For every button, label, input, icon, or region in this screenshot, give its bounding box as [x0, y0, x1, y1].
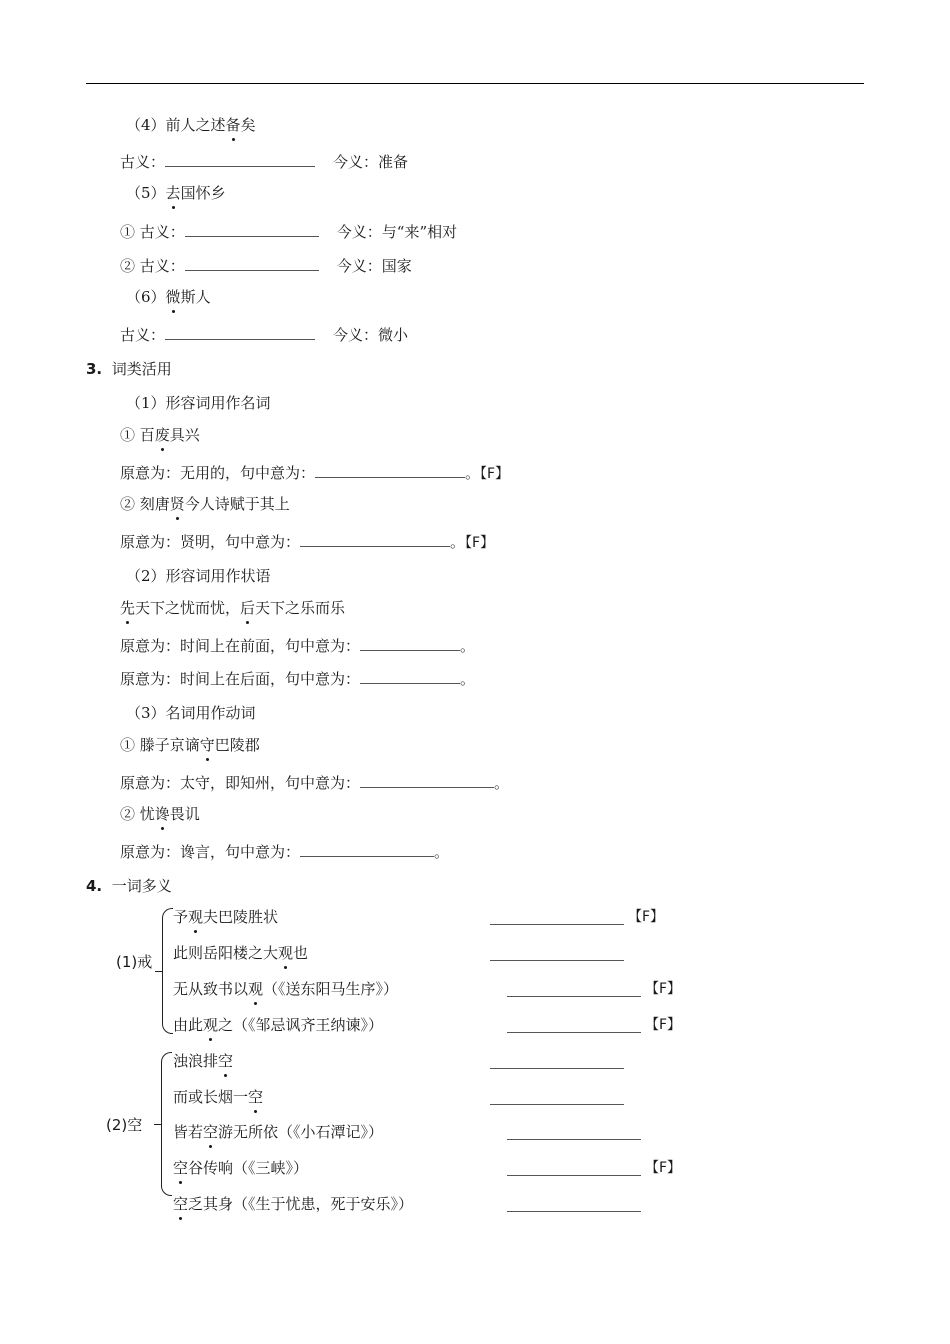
- section-3-heading: 3. 词类活用: [86, 360, 172, 378]
- group-label: (2)空: [106, 1116, 143, 1134]
- polysemy-row: 浊浪排空: [173, 1052, 234, 1070]
- item-6-meanings: 古义： 今义：微小: [120, 326, 409, 344]
- brace: [162, 908, 173, 1034]
- section-4-heading: 4. 一词多义: [86, 877, 172, 895]
- answer-blank[interactable]: [165, 325, 315, 340]
- tag-f: 【F】: [645, 981, 682, 997]
- meaning-line: 原意为：无用的，句中意为： 。【F】: [120, 464, 510, 482]
- answer-blank[interactable]: [185, 256, 319, 271]
- example-sentence: 先天下之忧而忧，后天下之乐而乐: [120, 599, 346, 617]
- item-5-meaning-2: ② 古义： 今义：国家: [120, 257, 412, 275]
- item-5-sentence: （5）去国怀乡: [126, 184, 226, 202]
- polysemy-row: 此则岳阳楼之大观也: [173, 944, 309, 962]
- example-sentence: ① 百废具兴: [120, 426, 200, 444]
- polysemy-row: 予观夫巴陵胜状: [173, 908, 279, 926]
- answer-blank[interactable]: [360, 636, 460, 651]
- polysemy-row: 无从致书以观（《送东阳马生序》）: [173, 980, 399, 998]
- meaning-line: 原意为：太守，即知州，句中意为： 。: [120, 774, 510, 792]
- answer-blank[interactable]: [507, 1211, 641, 1212]
- group-label: (1)戒: [116, 953, 153, 971]
- example-sentence: ② 刻唐贤今人诗赋于其上: [120, 495, 290, 513]
- answer-blank[interactable]: [360, 773, 494, 788]
- tag-f: 【F】: [645, 1017, 682, 1033]
- subsection-heading: （3）名词用作动词: [126, 704, 256, 722]
- item-4-meanings: 古义： 今义：准备: [120, 153, 409, 171]
- polysemy-row: 空谷传响（《三峡》）: [173, 1159, 309, 1177]
- polysemy-row: 由此观之（《邹忌讽齐王纳谏》）: [173, 1016, 384, 1034]
- header-rule: [86, 83, 864, 84]
- polysemy-row: 空乏其身（《生于忧患，死于安乐》）: [173, 1195, 414, 1213]
- answer-blank[interactable]: [300, 532, 450, 547]
- answer-blank[interactable]: [490, 1104, 624, 1105]
- brace: [161, 1052, 172, 1196]
- meaning-line: 原意为：时间上在后面，句中意为： 。: [120, 670, 476, 688]
- answer-blank[interactable]: [507, 1139, 641, 1140]
- answer-blank[interactable]: [507, 996, 641, 997]
- meaning-line: 原意为：时间上在前面，句中意为： 。: [120, 637, 476, 655]
- polysemy-row: 而或长烟一空: [173, 1088, 264, 1106]
- answer-blank[interactable]: [360, 669, 460, 684]
- polysemy-row: 皆若空游无所依（《小石潭记》）: [173, 1123, 384, 1141]
- item-4-sentence: （4）前人之述备矣: [126, 116, 256, 134]
- answer-blank[interactable]: [490, 1068, 624, 1069]
- meaning-line: 原意为：谗言，句中意为： 。: [120, 843, 450, 861]
- answer-blank[interactable]: [507, 1032, 641, 1033]
- item-6-sentence: （6）微斯人: [126, 288, 211, 306]
- answer-blank[interactable]: [315, 463, 465, 478]
- answer-blank[interactable]: [507, 1175, 641, 1176]
- example-sentence: ① 滕子京谪守巴陵郡: [120, 736, 260, 754]
- subsection-heading: （1）形容词用作名词: [126, 394, 271, 412]
- meaning-line: 原意为：贤明，句中意为： 。【F】: [120, 533, 495, 551]
- answer-blank[interactable]: [490, 960, 624, 961]
- item-5-meaning-1: ① 古义： 今义：与“来”相对: [120, 223, 458, 241]
- tag-f: 【F】: [645, 1160, 682, 1176]
- answer-blank[interactable]: [165, 152, 315, 167]
- example-sentence: ② 忧谗畏讥: [120, 805, 200, 823]
- subsection-heading: （2）形容词用作状语: [126, 567, 271, 585]
- answer-blank[interactable]: [490, 924, 624, 925]
- answer-blank[interactable]: [185, 222, 319, 237]
- tag-f: 【F】: [628, 909, 665, 925]
- answer-blank[interactable]: [300, 842, 434, 857]
